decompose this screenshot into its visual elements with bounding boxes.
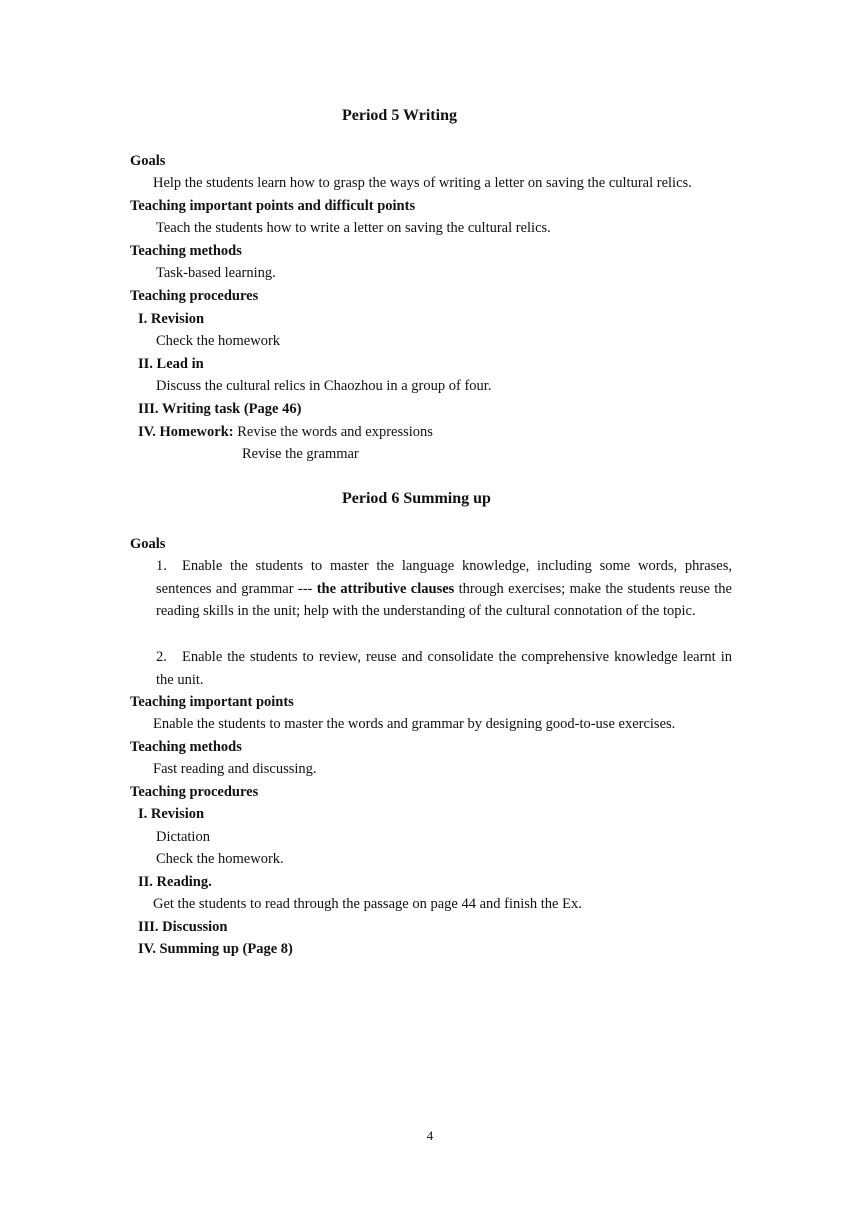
period6-step1-heading: I. Revision [138, 806, 205, 822]
period5-step4-line [138, 421, 433, 443]
period5-step3-heading: III. Writing task (Page 46) [138, 401, 302, 417]
period5-methods-text: Task-based learning. [156, 265, 276, 281]
period5-points-heading: Teaching important points and difficult points [130, 198, 416, 214]
period6-step1-text1: Dictation [156, 829, 210, 845]
period6-points-text: Enable the students to master the words and grammar by designing good-to-use exercises. [153, 716, 676, 732]
period5-step4-text2: Revise the grammar [242, 446, 359, 462]
goal1-number: 1. [156, 558, 167, 574]
period5-procedures-heading: Teaching procedures [130, 288, 259, 304]
period5-title: Period 5 Writing [342, 107, 457, 124]
goal1-bold-term: the attributive clauses [316, 580, 455, 597]
goal1-text-before: Enable the students to master the language knowledge, including some words, phrases, sentences and grammar --- [156, 558, 732, 597]
period5-points-text: Teach the students how to write a letter on saving the cultural relics. [156, 220, 551, 236]
period6-points-heading: Teaching important points [130, 694, 294, 710]
period6-step2-text: Get the students to read through the passage on page 44 and finish the Ex. [153, 896, 582, 912]
period6-procedures-heading: Teaching procedures [130, 784, 259, 800]
period6-title: Period 6 Summing up [342, 490, 491, 507]
period6-step3-heading: III. Discussion [138, 919, 228, 935]
period5-step4-text1: Revise the words and expressions [237, 424, 433, 440]
period5-step1-heading: I. Revision [138, 311, 205, 327]
period5-step2-heading: II. Lead in [138, 356, 204, 372]
period6-methods-text: Fast reading and discussing. [153, 761, 317, 777]
page-number: 4 [426, 1128, 434, 1143]
period6-goal-2 [156, 646, 732, 691]
period6-goal-1 [156, 555, 732, 623]
period5-step4-heading: IV. Homework: [138, 424, 234, 440]
period6-step4-heading: IV. Summing up (Page 8) [138, 941, 293, 957]
goal2-number: 2. [156, 649, 167, 665]
period5-step2-text: Discuss the cultural relics in Chaozhou in a group of four. [156, 378, 492, 394]
period6-step1-text2: Check the homework. [156, 851, 284, 867]
goal2-text: Enable the students to review, reuse and consolidate the comprehensive knowledge learnt in the unit. [156, 649, 732, 688]
period5-goals-heading: Goals [130, 153, 166, 169]
period5-goals-text: Help the students learn how to grasp the ways of writing a letter on saving the cultural relics. [153, 175, 692, 191]
period6-methods-heading: Teaching methods [130, 739, 242, 755]
period5-step1-text: Check the homework [156, 333, 281, 349]
period6-goals-heading: Goals [130, 536, 166, 552]
period6-step2-heading: II. Reading. [138, 874, 212, 890]
goal1-text-after: through exercises; make the students reuse the reading skills in the unit; help with the understanding of the cultural connotation of the topic. [156, 580, 732, 619]
period5-methods-heading: Teaching methods [130, 243, 242, 259]
